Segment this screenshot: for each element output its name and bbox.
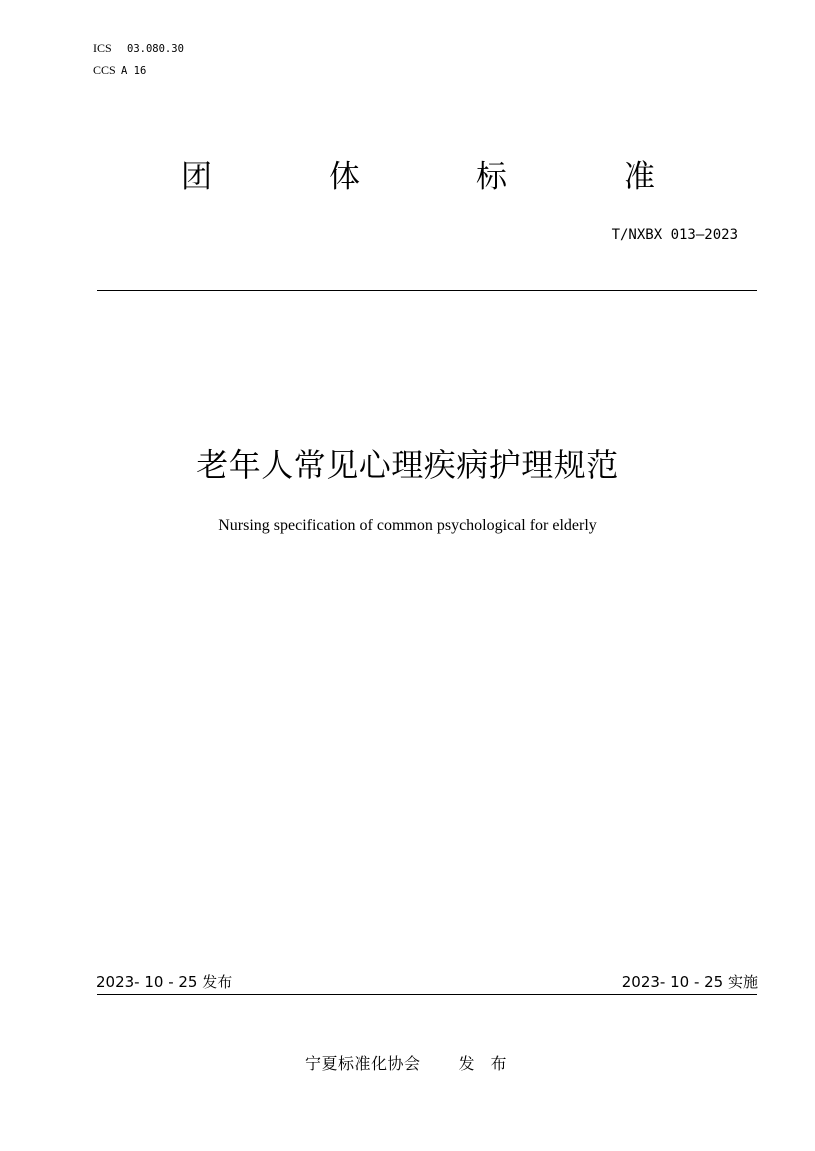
publisher-line [305, 1053, 523, 1075]
ics-label: ICS [93, 41, 112, 55]
bottom-divider [97, 994, 757, 995]
standard-code: T/NXBX 013—2023 [611, 227, 738, 243]
document-title-chinese: 老年人常见心理疾病护理规范 [196, 446, 619, 484]
publisher-organization: 宁夏标准化协会 [305, 1054, 421, 1073]
ccs-code-line [93, 63, 146, 78]
publisher-action: 发布 [458, 1054, 523, 1073]
ccs-value: A 16 [121, 65, 147, 77]
standard-type-char-3: 标 [476, 159, 507, 195]
standard-type-char-2: 体 [329, 159, 360, 195]
standard-type-char-1: 团 [181, 159, 212, 195]
standard-type-char-4: 准 [624, 159, 655, 195]
publish-date: 2023- 10 - 25 发布 [96, 973, 233, 991]
document-title-english: Nursing specification of common psychological for elderly [218, 517, 597, 534]
ics-code-line [93, 41, 184, 56]
top-divider [97, 290, 757, 291]
ics-value: 03.080.30 [127, 43, 184, 55]
ccs-label: CCS [93, 63, 116, 77]
implementation-date: 2023- 10 - 25 实施 [621, 973, 758, 991]
